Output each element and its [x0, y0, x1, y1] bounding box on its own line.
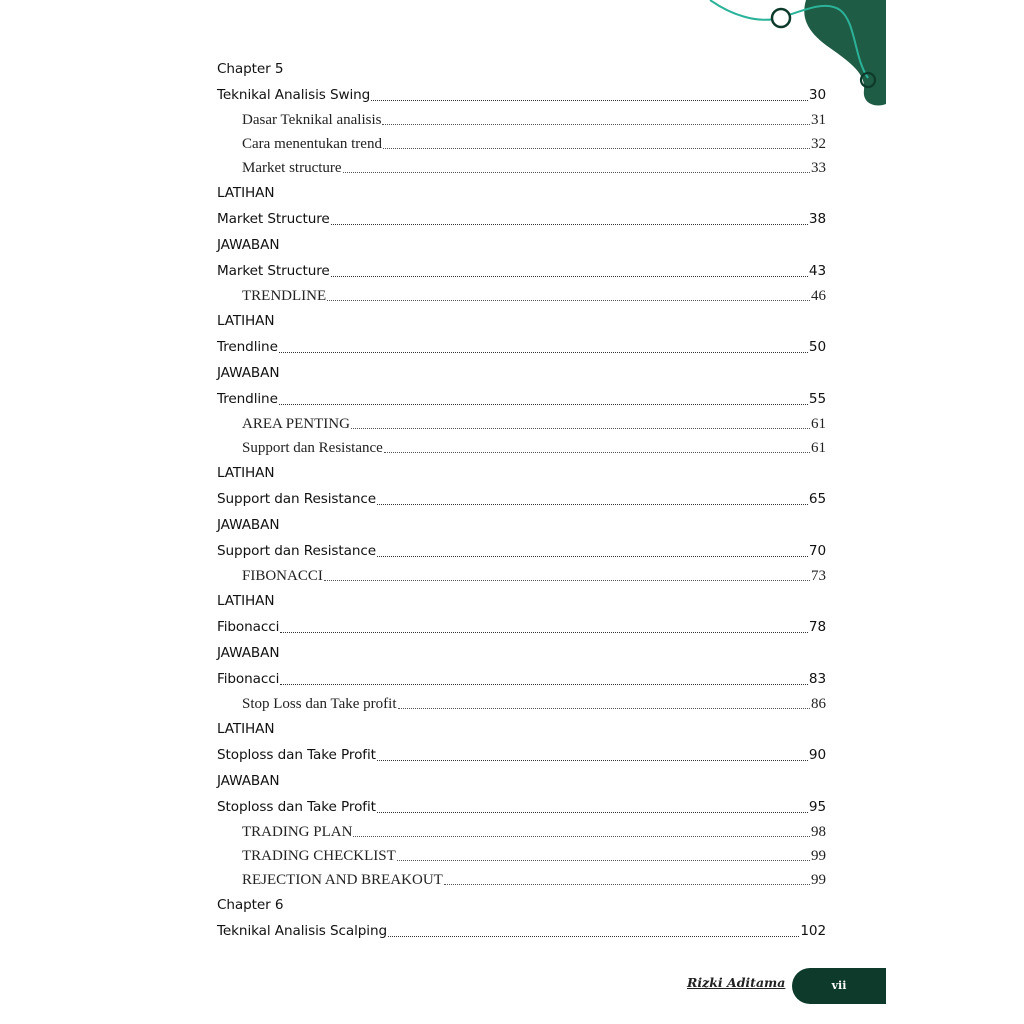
toc-heading-label: Chapter 6	[217, 897, 284, 913]
toc-entry-label: Dasar Teknikal analisis	[242, 112, 382, 128]
toc-entry-label: Stop Loss dan Take profit	[242, 696, 397, 712]
toc-subentry	[217, 284, 826, 308]
toc-heading-label: JAWABAN	[217, 517, 280, 533]
toc-entry-label: Fibonacci	[217, 671, 280, 687]
toc-page-number: 83	[808, 671, 826, 687]
dot-leader	[331, 224, 808, 225]
toc-page-number: 99	[811, 872, 826, 888]
toc-page-number: 90	[808, 747, 826, 763]
toc-entry	[217, 614, 826, 640]
dot-leader	[384, 452, 810, 453]
toc-section-heading	[217, 768, 826, 794]
toc-page-number: 102	[800, 923, 826, 939]
toc-entry-label: Trendline	[217, 391, 278, 407]
toc-page-number: 73	[811, 568, 826, 584]
toc-entry-label: Support dan Resistance	[217, 491, 377, 507]
dot-leader	[371, 100, 808, 101]
toc-heading-label: Chapter 5	[217, 61, 284, 77]
dot-leader	[353, 836, 810, 837]
dot-leader	[280, 684, 808, 685]
toc-page-number: 50	[808, 339, 826, 355]
toc-entry	[217, 386, 826, 412]
toc-page-number: 31	[811, 112, 826, 128]
toc-section-heading	[217, 308, 826, 334]
toc-section-heading	[217, 232, 826, 258]
toc-subentry	[217, 692, 826, 716]
toc-entry-label: Market Structure	[217, 211, 330, 227]
page-number-tab	[792, 968, 886, 1004]
toc-entry-label: Fibonacci	[217, 619, 280, 635]
toc-entry	[217, 918, 826, 944]
toc-page-number: 55	[808, 391, 826, 407]
toc-page-number: 86	[811, 696, 826, 712]
toc-section-heading	[217, 460, 826, 486]
dot-leader	[377, 760, 808, 761]
toc-heading-label: LATIHAN	[217, 593, 275, 609]
toc-entry-label: AREA PENTING	[242, 416, 350, 432]
toc-page-number: 30	[808, 87, 826, 103]
dot-leader	[382, 124, 810, 125]
toc-entry	[217, 538, 826, 564]
dot-leader	[279, 352, 808, 353]
toc-entry-label: Market Structure	[217, 263, 330, 279]
toc-page-number: 33	[811, 160, 826, 176]
toc-entry	[217, 666, 826, 692]
toc-heading-label: LATIHAN	[217, 465, 275, 481]
toc-section-heading	[217, 892, 826, 918]
toc-page-number: 70	[808, 543, 826, 559]
toc-heading-label: LATIHAN	[217, 185, 275, 201]
toc-subentry	[217, 412, 826, 436]
toc-entry-label: Stoploss dan Take Profit	[217, 747, 376, 763]
dot-leader	[397, 860, 810, 861]
toc-section-heading	[217, 56, 826, 82]
dot-leader	[331, 276, 808, 277]
toc-page-number: 61	[811, 416, 826, 432]
toc-page-number: 61	[811, 440, 826, 456]
page-number: vii	[831, 979, 847, 992]
dot-leader	[343, 172, 810, 173]
toc-page-number: 98	[811, 824, 826, 840]
dot-leader	[327, 300, 810, 301]
toc-heading-label: JAWABAN	[217, 773, 280, 789]
dot-leader	[324, 580, 810, 581]
toc-section-heading	[217, 716, 826, 742]
toc-subentry	[217, 156, 826, 180]
dot-leader	[383, 148, 810, 149]
toc-page-number: 43	[808, 263, 826, 279]
toc-entry-label: Teknikal Analisis Swing	[217, 87, 371, 103]
dot-leader	[398, 708, 811, 709]
toc-heading-label: JAWABAN	[217, 237, 280, 253]
dot-leader	[279, 404, 808, 405]
toc-entry	[217, 206, 826, 232]
dot-leader	[444, 884, 810, 885]
toc-page-number: 99	[811, 848, 826, 864]
corner-ring-top	[772, 9, 790, 27]
toc-entry-label: FIBONACCI	[242, 568, 323, 584]
toc-page-number: 95	[808, 799, 826, 815]
toc-heading-label: JAWABAN	[217, 645, 280, 661]
toc-subentry	[217, 108, 826, 132]
toc-heading-label: LATIHAN	[217, 721, 275, 737]
toc-subentry	[217, 868, 826, 892]
toc-entry-label: Support dan Resistance	[242, 440, 383, 456]
toc-heading-label: LATIHAN	[217, 313, 275, 329]
toc-entry-label: TRENDLINE	[242, 288, 327, 304]
toc-entry-label: REJECTION AND BREAKOUT	[242, 872, 443, 888]
toc-entry-label: TRADING CHECKLIST	[242, 848, 396, 864]
toc-entry	[217, 486, 826, 512]
toc-section-heading	[217, 640, 826, 666]
toc-page-number: 65	[808, 491, 826, 507]
toc-page-number: 32	[811, 136, 826, 152]
toc-entry-label: Stoploss dan Take Profit	[217, 799, 376, 815]
toc-entry-label: Market structure	[242, 160, 342, 176]
table-of-contents	[217, 56, 826, 944]
toc-entry-label: Cara menentukan trend	[242, 136, 382, 152]
toc-subentry	[217, 820, 826, 844]
toc-section-heading	[217, 180, 826, 206]
toc-entry	[217, 258, 826, 284]
dot-leader	[280, 632, 808, 633]
footer-author: Rizki Aditama	[687, 975, 786, 990]
toc-page-number: 78	[808, 619, 826, 635]
toc-entry-label: Trendline	[217, 339, 278, 355]
toc-heading-label: JAWABAN	[217, 365, 280, 381]
toc-entry-label: Support dan Resistance	[217, 543, 377, 559]
toc-entry	[217, 742, 826, 768]
toc-section-heading	[217, 360, 826, 386]
dot-leader	[351, 428, 810, 429]
toc-section-heading	[217, 512, 826, 538]
toc-page-number: 38	[808, 211, 826, 227]
dot-leader	[377, 556, 808, 557]
toc-subentry	[217, 132, 826, 156]
toc-entry	[217, 82, 826, 108]
toc-subentry	[217, 564, 826, 588]
toc-subentry	[217, 436, 826, 460]
toc-section-heading	[217, 588, 826, 614]
toc-entry-label: TRADING PLAN	[242, 824, 353, 840]
dot-leader	[388, 936, 799, 937]
toc-entry-label: Teknikal Analisis Scalping	[217, 923, 388, 939]
dot-leader	[377, 812, 808, 813]
dot-leader	[377, 504, 808, 505]
toc-subentry	[217, 844, 826, 868]
page-footer	[680, 968, 886, 1004]
toc-page-number: 46	[811, 288, 826, 304]
toc-entry	[217, 334, 826, 360]
toc-entry	[217, 794, 826, 820]
